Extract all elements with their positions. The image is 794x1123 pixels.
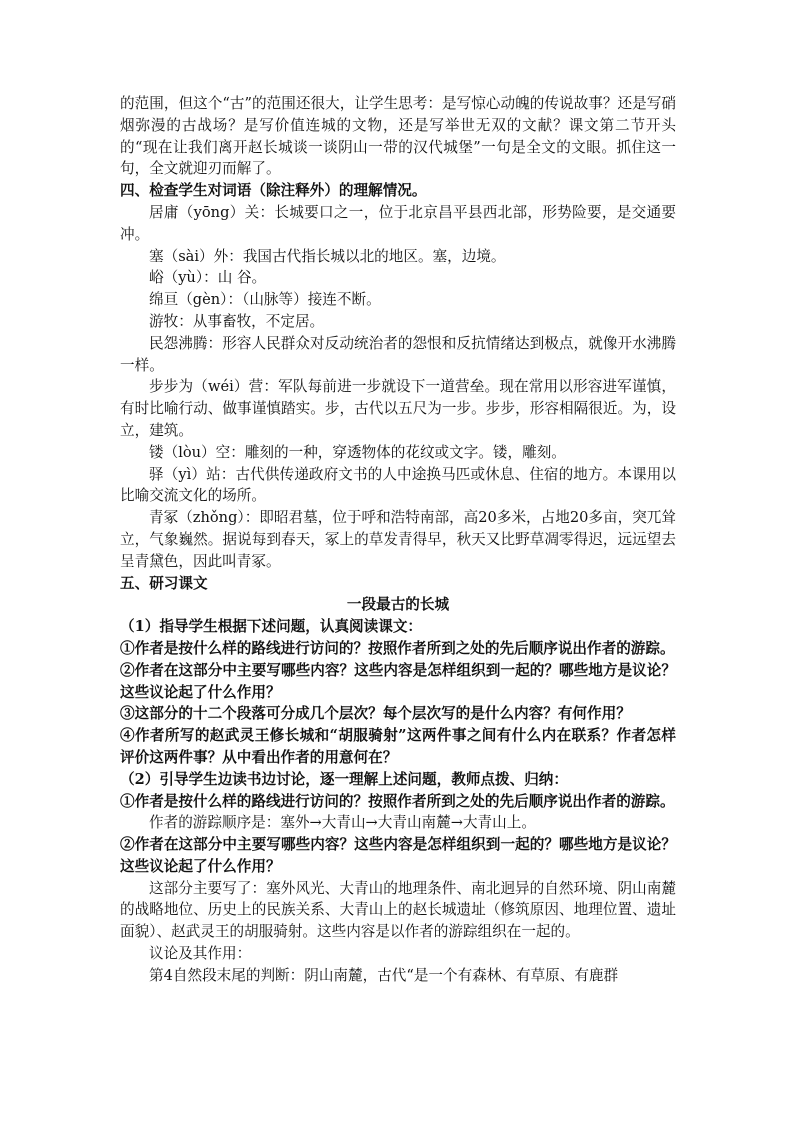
question: ②作者在这部分中主要写哪些内容？这些内容是怎样组织到一起的？哪些地方是议论？这些议论起了什么作用？ bbox=[120, 836, 676, 875]
step-heading: （2）引导学生边读书边讨论，逐一理解上述问题，教师点拨、归纳： bbox=[120, 770, 568, 788]
answer-paragraph: 这部分主要写了：塞外风光、大青山的地理条件、南北迥异的自然环境、阴山南麓的战略地位、历史上的民族关系、大青山上的赵长城遗址（修筑原因、地理位置、遗址面貌）、赵武灵王的胡服骑射。这些内容是以作者的游踪组织在一起的。 bbox=[120, 879, 676, 941]
vocab-entry: 青冢（zhǒng）：即昭君墓，位于呼和浩特南部，高20多米，占地20多亩，突兀耸立，气象巍然。据说每到春天，冢上的草发青得早，秋天又比野草凋零得迟，远远望去呈青黛色，因此叫青冢。 bbox=[120, 509, 676, 570]
vocab-entry: 塞（sài）外：我国古代指长城以北的地区。塞，边境。 bbox=[149, 247, 506, 265]
document-page bbox=[120, 93, 676, 987]
vocab-entry: 驿（yì）站：古代供传递政府文书的人中途换马匹或休息、住宿的地方。本课用以比喻交流文化的场所。 bbox=[120, 465, 676, 505]
vocab-entry: 镂（lòu）空：雕刻的一种，穿透物体的花纹或文字。镂，雕刻。 bbox=[149, 443, 566, 461]
question: ②作者在这部分中主要写哪些内容？这些内容是怎样组织到一起的？哪些地方是议论？这些议论起了什么作用？ bbox=[120, 661, 676, 701]
vocab-entry: 绵亘（gèn）：（山脉等）接连不断。 bbox=[149, 291, 381, 309]
vocab-entry: 游牧：从事畜牧，不定居。 bbox=[149, 312, 325, 330]
vocab-entry: 居庸（yōng）关：长城要口之一，位于北京昌平县西北部，形势险要，是交通要冲。 bbox=[120, 203, 676, 243]
question: ④作者所写的赵武灵王修长城和“胡服骑射”这两件事之间有什么内在联系？作者怎样评价这两件事？从中看出作者的用意何在？ bbox=[120, 727, 676, 766]
vocab-entry: 民怨沸腾：形容人民群众对反动统治者的怨恨和反抗情绪达到极点，就像开水沸腾一样。 bbox=[120, 334, 676, 374]
section-heading-5: 五、研习课文 bbox=[120, 574, 208, 592]
subsection-title: 一段最古的长城 bbox=[346, 596, 450, 614]
vocab-entry: 步步为（wéi）营：军队每前进一步就设下一道营垒。现在常用以形容进军谨慎，有时比喻行动、做事谨慎踏实。步，古代以五尺为一步。步步，形容相隔很近。为，设立，建筑。 bbox=[120, 378, 676, 439]
answer-paragraph: 作者的游踪顺序是：塞外→大青山→大青山南麓→大青山上。 bbox=[149, 814, 536, 832]
answer-paragraph: 议论及其作用： bbox=[149, 945, 252, 963]
section-heading-4: 四、检查学生对词语（除注释外）的理解情况。 bbox=[120, 182, 427, 200]
question: ①作者是按什么样的路线进行访问的？按照作者所到之处的先后顺序说出作者的游踪。 bbox=[120, 639, 675, 657]
step-heading: （1）指导学生根据下述问题，认真阅读课文： bbox=[120, 618, 423, 636]
vocab-entry: 峪（yù）：山 谷。 bbox=[149, 269, 267, 287]
paragraph: 的范围，但这个“古”的范围还很大，让学生思考：是写惊心动魄的传说故事？还是写硝烟弥漫的古战场？是写价值连城的文物，还是写举世无双的文献？课文第二节开头的“现在让我们离开赵长城谈一谈阴山一带的汉代城堡”一句是全文的文眼。抓住这一句，全文就迎刃而解了。 bbox=[120, 95, 676, 178]
question: ①作者是按什么样的路线进行访问的？按照作者所到之处的先后顺序说出作者的游踪。 bbox=[120, 792, 675, 810]
answer-paragraph: 第4自然段末尾的判断：阴山南麓，古代“是一个有森林、有草原、有鹿群 bbox=[149, 966, 619, 984]
question: ③这部分的十二个段落可分成几个层次？每个层次写的是什么内容？有何作用？ bbox=[120, 705, 631, 723]
